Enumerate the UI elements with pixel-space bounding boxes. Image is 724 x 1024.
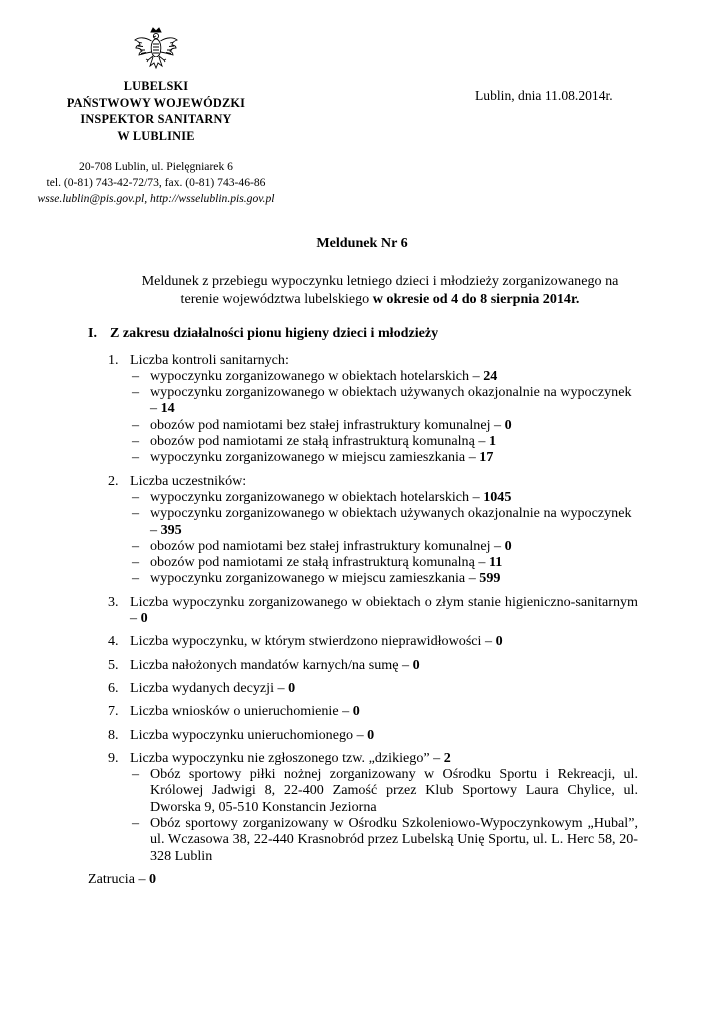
item-number: 2. [108, 472, 119, 489]
item-number: 9. [108, 749, 119, 766]
item-label: Liczba kontroli sanitarnych: [130, 351, 289, 368]
institution-line: INSPEKTOR SANITARNY [80, 112, 232, 126]
item-number: 7. [108, 703, 119, 720]
email-website: wsse.lublin@pis.gov.pl, http://wsselublin.pis.gov.pl [37, 192, 275, 205]
poisonings-line [0, 871, 724, 887]
item-closure-requests [0, 703, 724, 719]
intro-text: terenie województwa lubelskiego [180, 291, 373, 307]
item-unreported [0, 750, 724, 864]
item-value: 0 [352, 703, 360, 720]
institution-line: PAŃSTWOWY WOJEWÓDZKI [66, 95, 246, 110]
intro-period: w okresie od 4 do 8 sierpnia 2014r. [372, 291, 580, 307]
item-participants [0, 473, 724, 587]
section-heading [0, 325, 724, 345]
item-text: Liczba wydanych decyzji – [130, 679, 289, 696]
item-label: Liczba uczestników: [130, 472, 247, 489]
intro-paragraph [100, 272, 660, 308]
city-date: Lublin, dnia 11.08.2014r. [475, 88, 613, 103]
institution-line: LUBELSKI [123, 79, 189, 93]
letterhead [20, 26, 292, 207]
section-number: I. [88, 325, 98, 341]
item-number: 1. [108, 351, 119, 368]
address: 20-708 Lublin, ul. Pielęgniarek 6 [79, 160, 233, 173]
list-item: – wypoczynku zorganizowanego w obiektach hotelarskich – 24 [130, 368, 638, 384]
item-text: Liczba nałożonych mandatów karnych/na sumę – [130, 656, 413, 673]
item-number: 5. [108, 656, 119, 673]
item-number: 6. [108, 679, 119, 696]
polish-eagle-emblem-icon [132, 26, 180, 74]
phone-fax: tel. (0-81) 743-42-72/73, fax. (0-81) 743-46-86 [46, 176, 266, 189]
item-irregularities [0, 633, 724, 649]
item-text: Liczba wypoczynku nie zgłoszonego tzw. „dzikiego” – [130, 749, 444, 766]
item-value: 0 [412, 656, 420, 673]
item-value: 0 [288, 679, 296, 696]
item-sanitary-inspections [0, 352, 724, 466]
list-item: – obozów pod namiotami bez stałej infrastruktury komunalnej – 0 [130, 538, 638, 554]
item-number: 8. [108, 726, 119, 743]
list-item: – wypoczynku zorganizowanego w obiektach używanych okazjonalnie na wypoczynek – 395 [130, 505, 638, 538]
item-decisions [0, 680, 724, 696]
intro-line-1: Meldunek z przebiegu wypoczynku letniego dzieci i młodzieży zorganizowanego na [141, 273, 619, 289]
section-title: Z zakresu działalności pionu higieny dzieci i młodzieży [110, 325, 439, 341]
item-text: Liczba wypoczynku, w którym stwierdzono nieprawidłowości – [130, 633, 496, 650]
poisonings-label: Zatrucia – [88, 870, 150, 887]
item-value: 2 [443, 749, 451, 766]
item-value: 0 [367, 726, 375, 743]
list-item: – wypoczynku zorganizowanego w obiektach używanych okazjonalnie na wypoczynek – 14 [130, 384, 638, 417]
item-value: 0 [140, 610, 148, 627]
item-poor-condition [0, 594, 724, 627]
item-closed [0, 727, 724, 743]
item-number: 3. [108, 593, 119, 610]
list-item: – wypoczynku zorganizowanego w obiektach hotelarskich – 1045 [130, 489, 638, 505]
intro-line-2 [100, 290, 660, 308]
institution-line: W LUBLINIE [117, 128, 195, 143]
report-title: Meldunek Nr 6 [316, 235, 408, 251]
list-item: – Obóz sportowy piłki nożnej zorganizowany w Ośrodku Sportu i Rekreacji, ul. Królowej Jadwigi 8, 22-400 Zamość przez Klub Sportowy Laura Chylice, ul. Dworska 9, 05-510 Konstancin Jeziorna [130, 766, 638, 815]
item-text: Liczba wniosków o unieruchomienie – [130, 703, 353, 720]
item-fines [0, 657, 724, 673]
list-item: – obozów pod namiotami bez stałej infrastruktury komunalnej – 0 [130, 417, 638, 433]
list-item: – obozów pod namiotami ze stałą infrastrukturą komunalną – 11 [130, 554, 638, 570]
list-item: – wypoczynku zorganizowanego w miejscu zamieszkania – 17 [130, 449, 638, 465]
item-value: 0 [495, 633, 503, 650]
item-number: 4. [108, 633, 119, 650]
item-text: Liczba wypoczynku zorganizowanego w obiektach o złym stanie higieniczno-sanitarnym – [130, 593, 638, 627]
item-text: Liczba wypoczynku unieruchomionego – [130, 726, 368, 743]
poisonings-value: 0 [149, 870, 157, 887]
list-item: – obozów pod namiotami ze stałą infrastrukturą komunalną – 1 [130, 433, 638, 449]
report-body [0, 325, 724, 887]
list-item: – wypoczynku zorganizowanego w miejscu zamieszkania – 599 [130, 570, 638, 586]
list-item: – Obóz sportowy zorganizowany w Ośrodku Szkoleniowo-Wypoczynkowym „Hubal”, ul. Wczasowa 38, 22-440 Krasnobród przez Lubelską Unię Sportu, ul. L. Herc 58, 20-328 Lublin [130, 815, 638, 864]
